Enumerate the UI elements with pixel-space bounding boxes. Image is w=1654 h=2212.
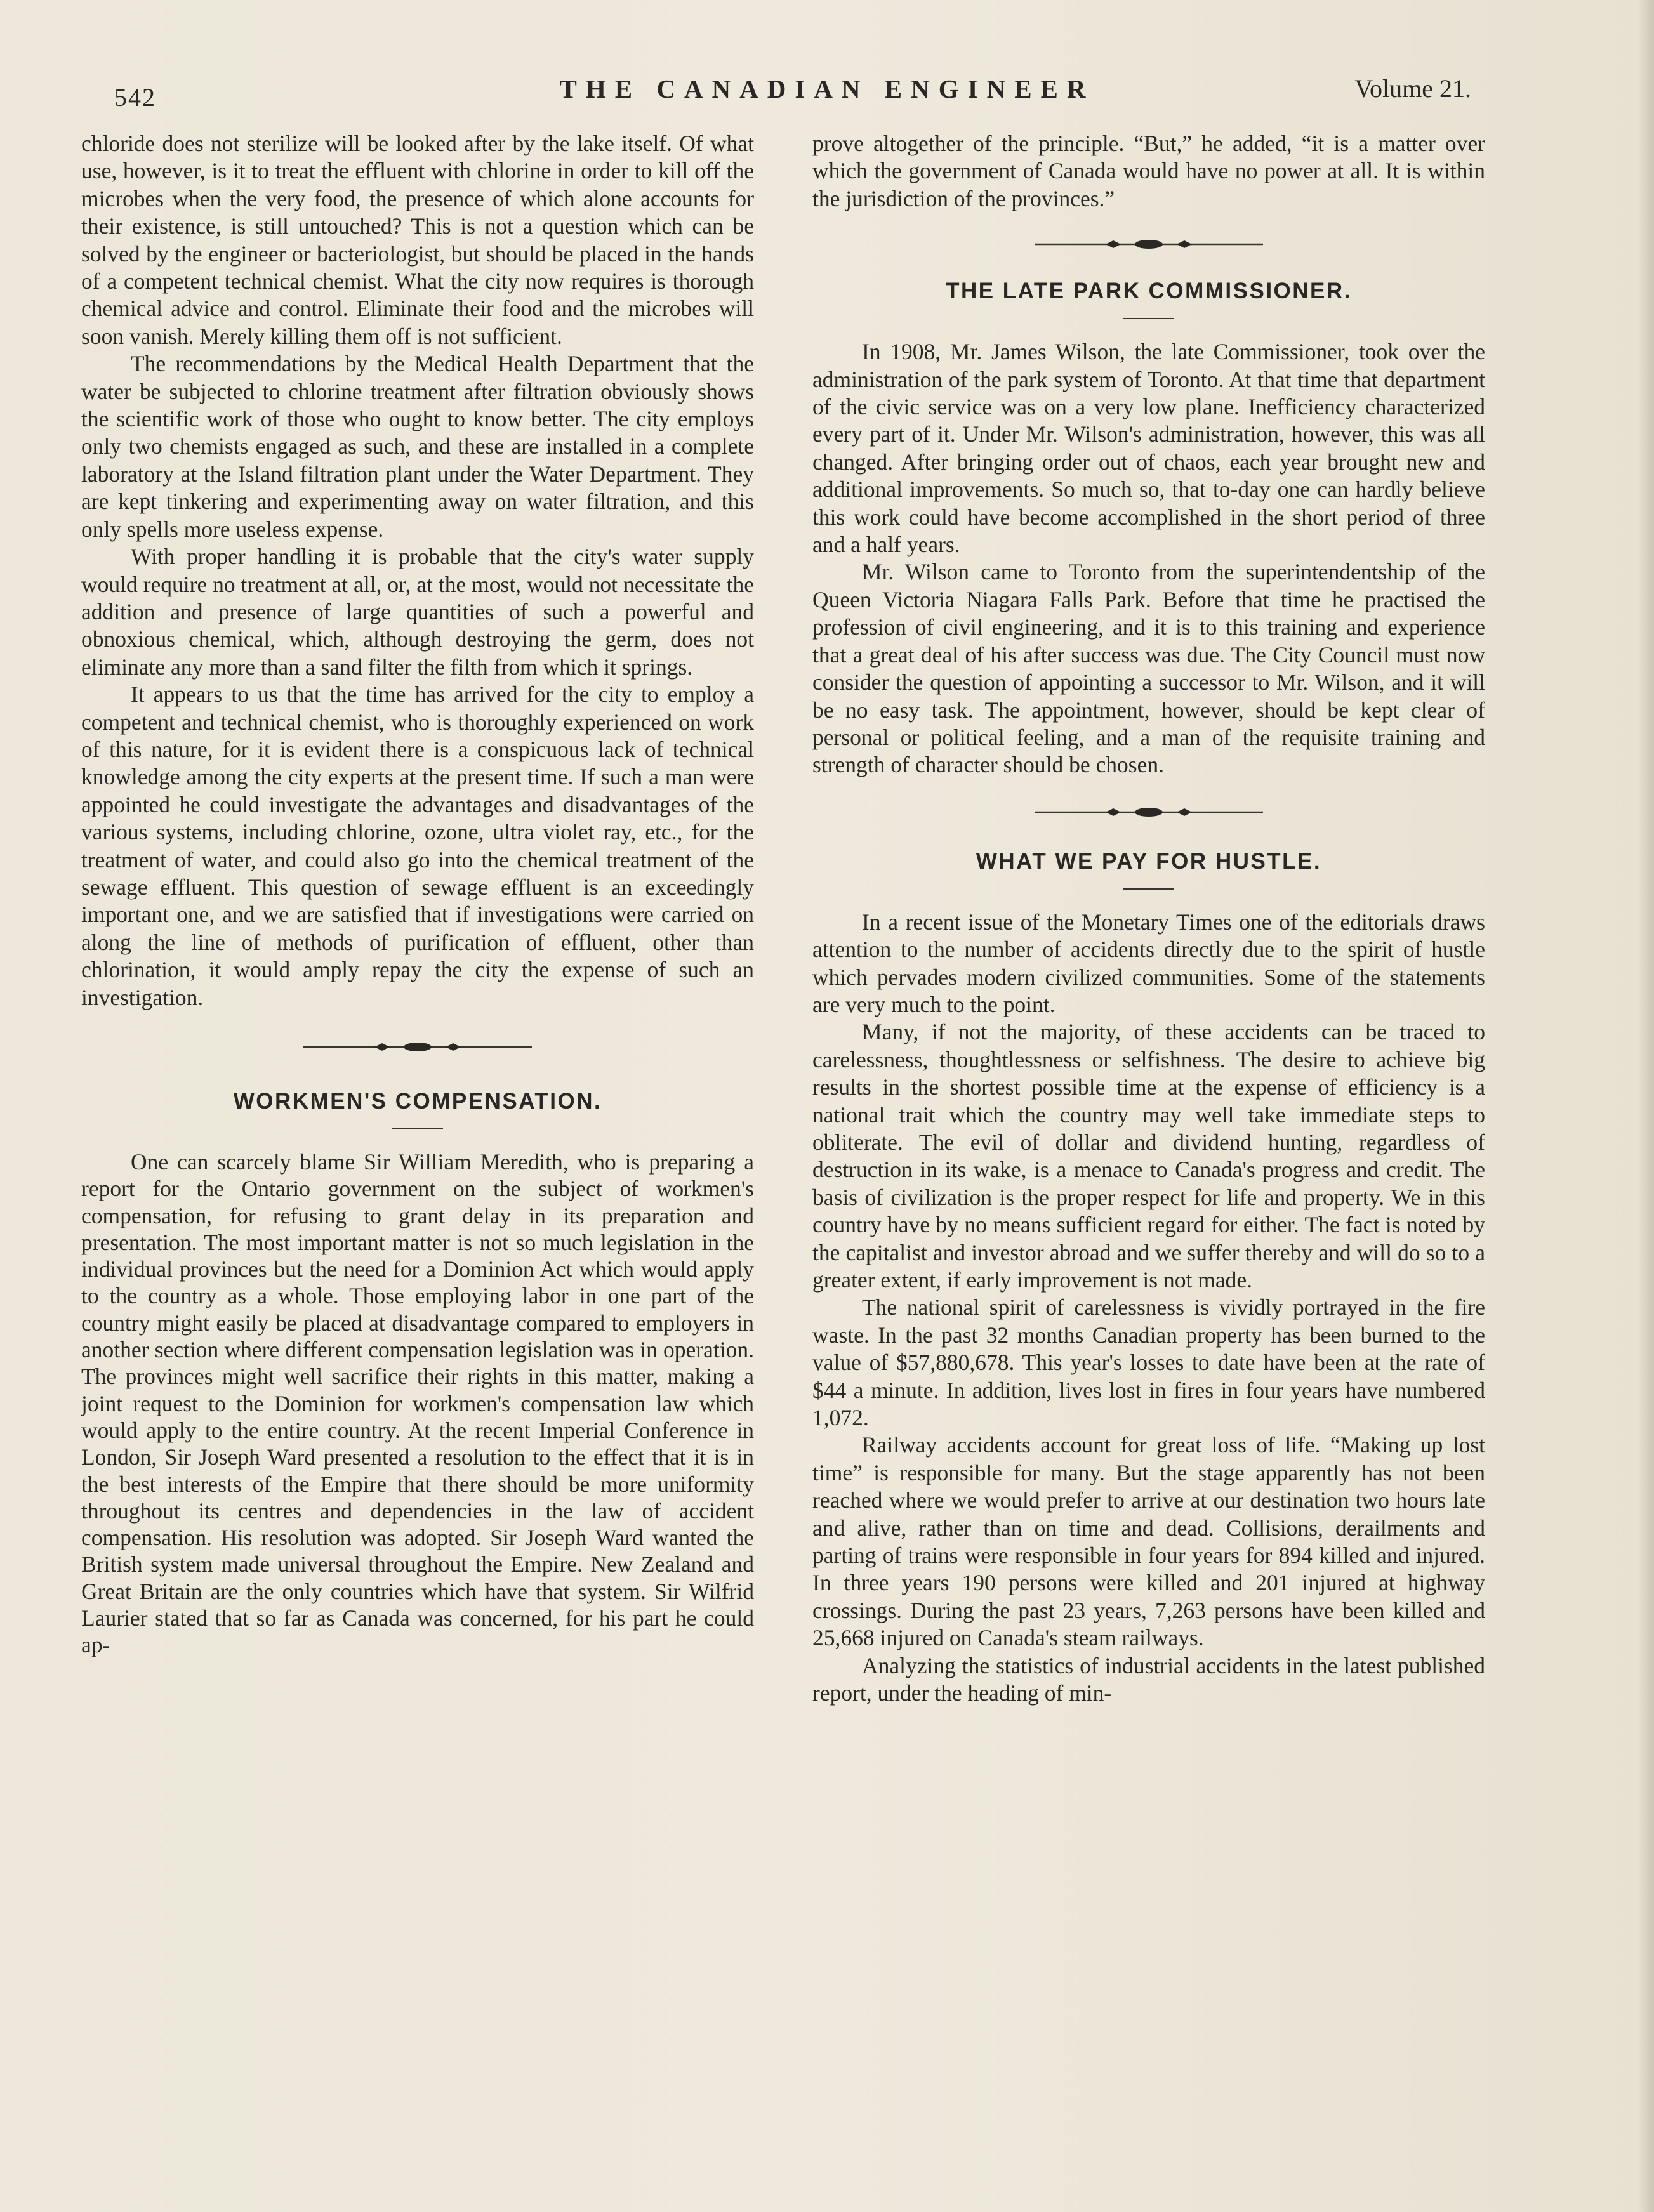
section-heading-hustle: WHAT WE PAY FOR HUSTLE.	[976, 848, 1322, 874]
section-divider-ornament	[303, 1034, 532, 1060]
paragraph: chloride does not sterilize will be looked after by the lake itself. Of what use, however, is it to treat the effluent with chlorine in order to kill off the microbes when the very food, the presence of which alone accounts for their existence, is still untouched? This is not a question which can be solved by the engineer or bacteriologist, but should be placed in the hands of a competent technical chemist. What the city now requires is thorough chemical advice and control. Eliminate their food and the microbes will soon vanish. Merely killing them off is not sufficient.	[81, 131, 754, 349]
journal-title: THE CANADIAN ENGINEER	[559, 74, 1095, 103]
paragraph: The recommendations by the Medical Health Department that the water be subjected to chlorine treatment after filtration obviously shows the scientific work of those who ought to know better. The city employs only two chemists engaged as such, and these are installed in a complete laboratory at the Island filtration plant under the Water Department. They are kept tinkering and experimenting away on water filtration, and this only spells more useless expense.	[81, 351, 754, 542]
heading-rule	[392, 1128, 443, 1129]
paragraph: Railway accidents account for great loss of life. “Making up lost time” is responsible for many. But the stage apparently has not been reached where we would prefer to arrive at our destination two hours late and alive, rather than on time and dead. Collisions, derailments and parting of trains were responsible in four years for 894 killed and injured. In three years 190 persons were killed and 201 injured at highway crossings. During the past 23 years, 7,263 persons have been killed and 25,668 injured on Canada's steam railways.	[812, 1432, 1485, 1651]
section-divider-ornament	[1035, 232, 1263, 257]
right-column	[812, 130, 1485, 1708]
heading-rule	[1123, 888, 1174, 890]
paragraph: In a recent issue of the Monetary Times one of the editorials draws attention to the number of accidents directly due to the spirit of hustle which pervades modern civilized communities. Some of the statements are very much to the point.	[812, 909, 1485, 1017]
left-column	[81, 130, 754, 1659]
paragraph: The national spirit of carelessness is vividly portrayed in the fire waste. In the past 32 months Canadian property has been burned to the value of $57,880,678. This year's losses to date have been at the rate of $44 a minute. In addition, lives lost in fires in four years have numbered 1,072.	[812, 1294, 1485, 1431]
paragraph: One can scarcely blame Sir William Meredith, who is preparing a report for the Ontario government on the subject of workmen's compensation, for refusing to grant delay in its preparation and presentation. The most important matter is not so much legislation in the individual provinces but the need for a Dominion Act which would apply to the country as a whole. Those employing labor in one part of the country might easily be placed at disadvantage compared to employers in another section where different compensation legislation was in operation. The provinces might well sacrifice their rights in this matter, making a joint request to the Dominion for workmen's compensation law which would apply to the entire country. At the recent Imperial Conference in London, Sir Joseph Ward presented a resolution to the effect that it is in the best interests of the Empire that there should be more uniformity throughout its centres and dependencies in the law of accident compensation. His resolution was adopted. Sir Joseph Ward wanted the British system made universal throughout the Empire. New Zealand and Great Britain are the only countries which have that system. Sir Wilfrid Laurier stated that so far as Canada was concerned, for his part he could ap-	[81, 1149, 754, 1658]
paragraph: In 1908, Mr. James Wilson, the late Commissioner, took over the administration of the park system of Toronto. At that time that department of the civic service was on a very low plane. Inefficiency characterized every part of it. Under Mr. Wilson's administration, however, this was all changed. After bringing order out of chaos, each year brought new and additional improvements. So much so, that to-day one can hardly believe this work could have become accomplished in the short period of three and a half years.	[812, 339, 1485, 558]
paragraph: Mr. Wilson came to Toronto from the superintendentship of the Queen Victoria Niagara Falls Park. Before that time he practised the profession of civil engineering, and it is to this training and experience that a great deal of his after success was due. The City Council must now consider the question of appointing a successor to Mr. Wilson, and it will be no easy task. The appointment, however, should be kept clear of personal or political feeling, and a man of the requisite training and strength of character should be chosen.	[812, 559, 1485, 778]
running-header	[0, 69, 1654, 113]
paragraph: Many, if not the majority, of these accidents can be traced to carelessness, thoughtlessness or selfishness. The desire to achieve big results in the shortest possible time at the expense of efficiency is a national trait which the country may well take immediate steps to obliterate. The evil of dollar and dividend hunting, regardless of destruction in its wake, is a menace to Canada's progress and credit. The basis of civilization is the proper respect for life and property. We in this country have by no means sufficient regard for either. The fact is noted by the capitalist and investor abroad and we suffer thereby and will do so to a greater extent, if early improvement is not made.	[812, 1019, 1485, 1293]
volume-label: Volume 21.	[1354, 74, 1471, 103]
paragraph: With proper handling it is probable that the city's water supply would require no treatment at all, or, at the most, would not necessitate the addition and presence of large quantities of such a powerful and obnoxious chemical, which, although destroying the germ, does not eliminate any more than a sand filter the filth from which it springs.	[81, 544, 754, 680]
page-edge-shadow	[1637, 0, 1654, 2212]
paragraph: Analyzing the statistics of industrial accidents in the latest published report, under the heading of min-	[812, 1652, 1485, 1706]
heading-rule	[1123, 318, 1174, 319]
paragraph: It appears to us that the time has arrived for the city to employ a competent and technical chemist, who is thoroughly experienced on work of this nature, for it is evident there is a conspicuous lack of technical knowledge among the city experts at the present time. If such a man were appointed he could investigate the advantages and disadvantages of the various systems, including chlorine, ozone, ultra violet ray, etc., for the treatment of water, and could also go into the chemical treatment of the sewage effluent. This question of sewage effluent is an exceedingly important one, and we are satisfied that if investigations were carried on along the line of methods of purification of effluent, other than chlorination, it would amply repay the city the expense of such an investigation.	[81, 681, 754, 1010]
section-divider-ornament	[1035, 800, 1263, 825]
paragraph: prove altogether of the principle. “But,” he added, “it is a matter over which the government of Canada would have no power at all. It is within the jurisdiction of the provinces.”	[812, 131, 1485, 211]
page-number: 542	[114, 83, 156, 112]
section-heading-workmens-compensation: WORKMEN'S COMPENSATION.	[233, 1089, 602, 1114]
section-heading-park-commissioner: THE LATE PARK COMMISSIONER.	[946, 279, 1352, 304]
